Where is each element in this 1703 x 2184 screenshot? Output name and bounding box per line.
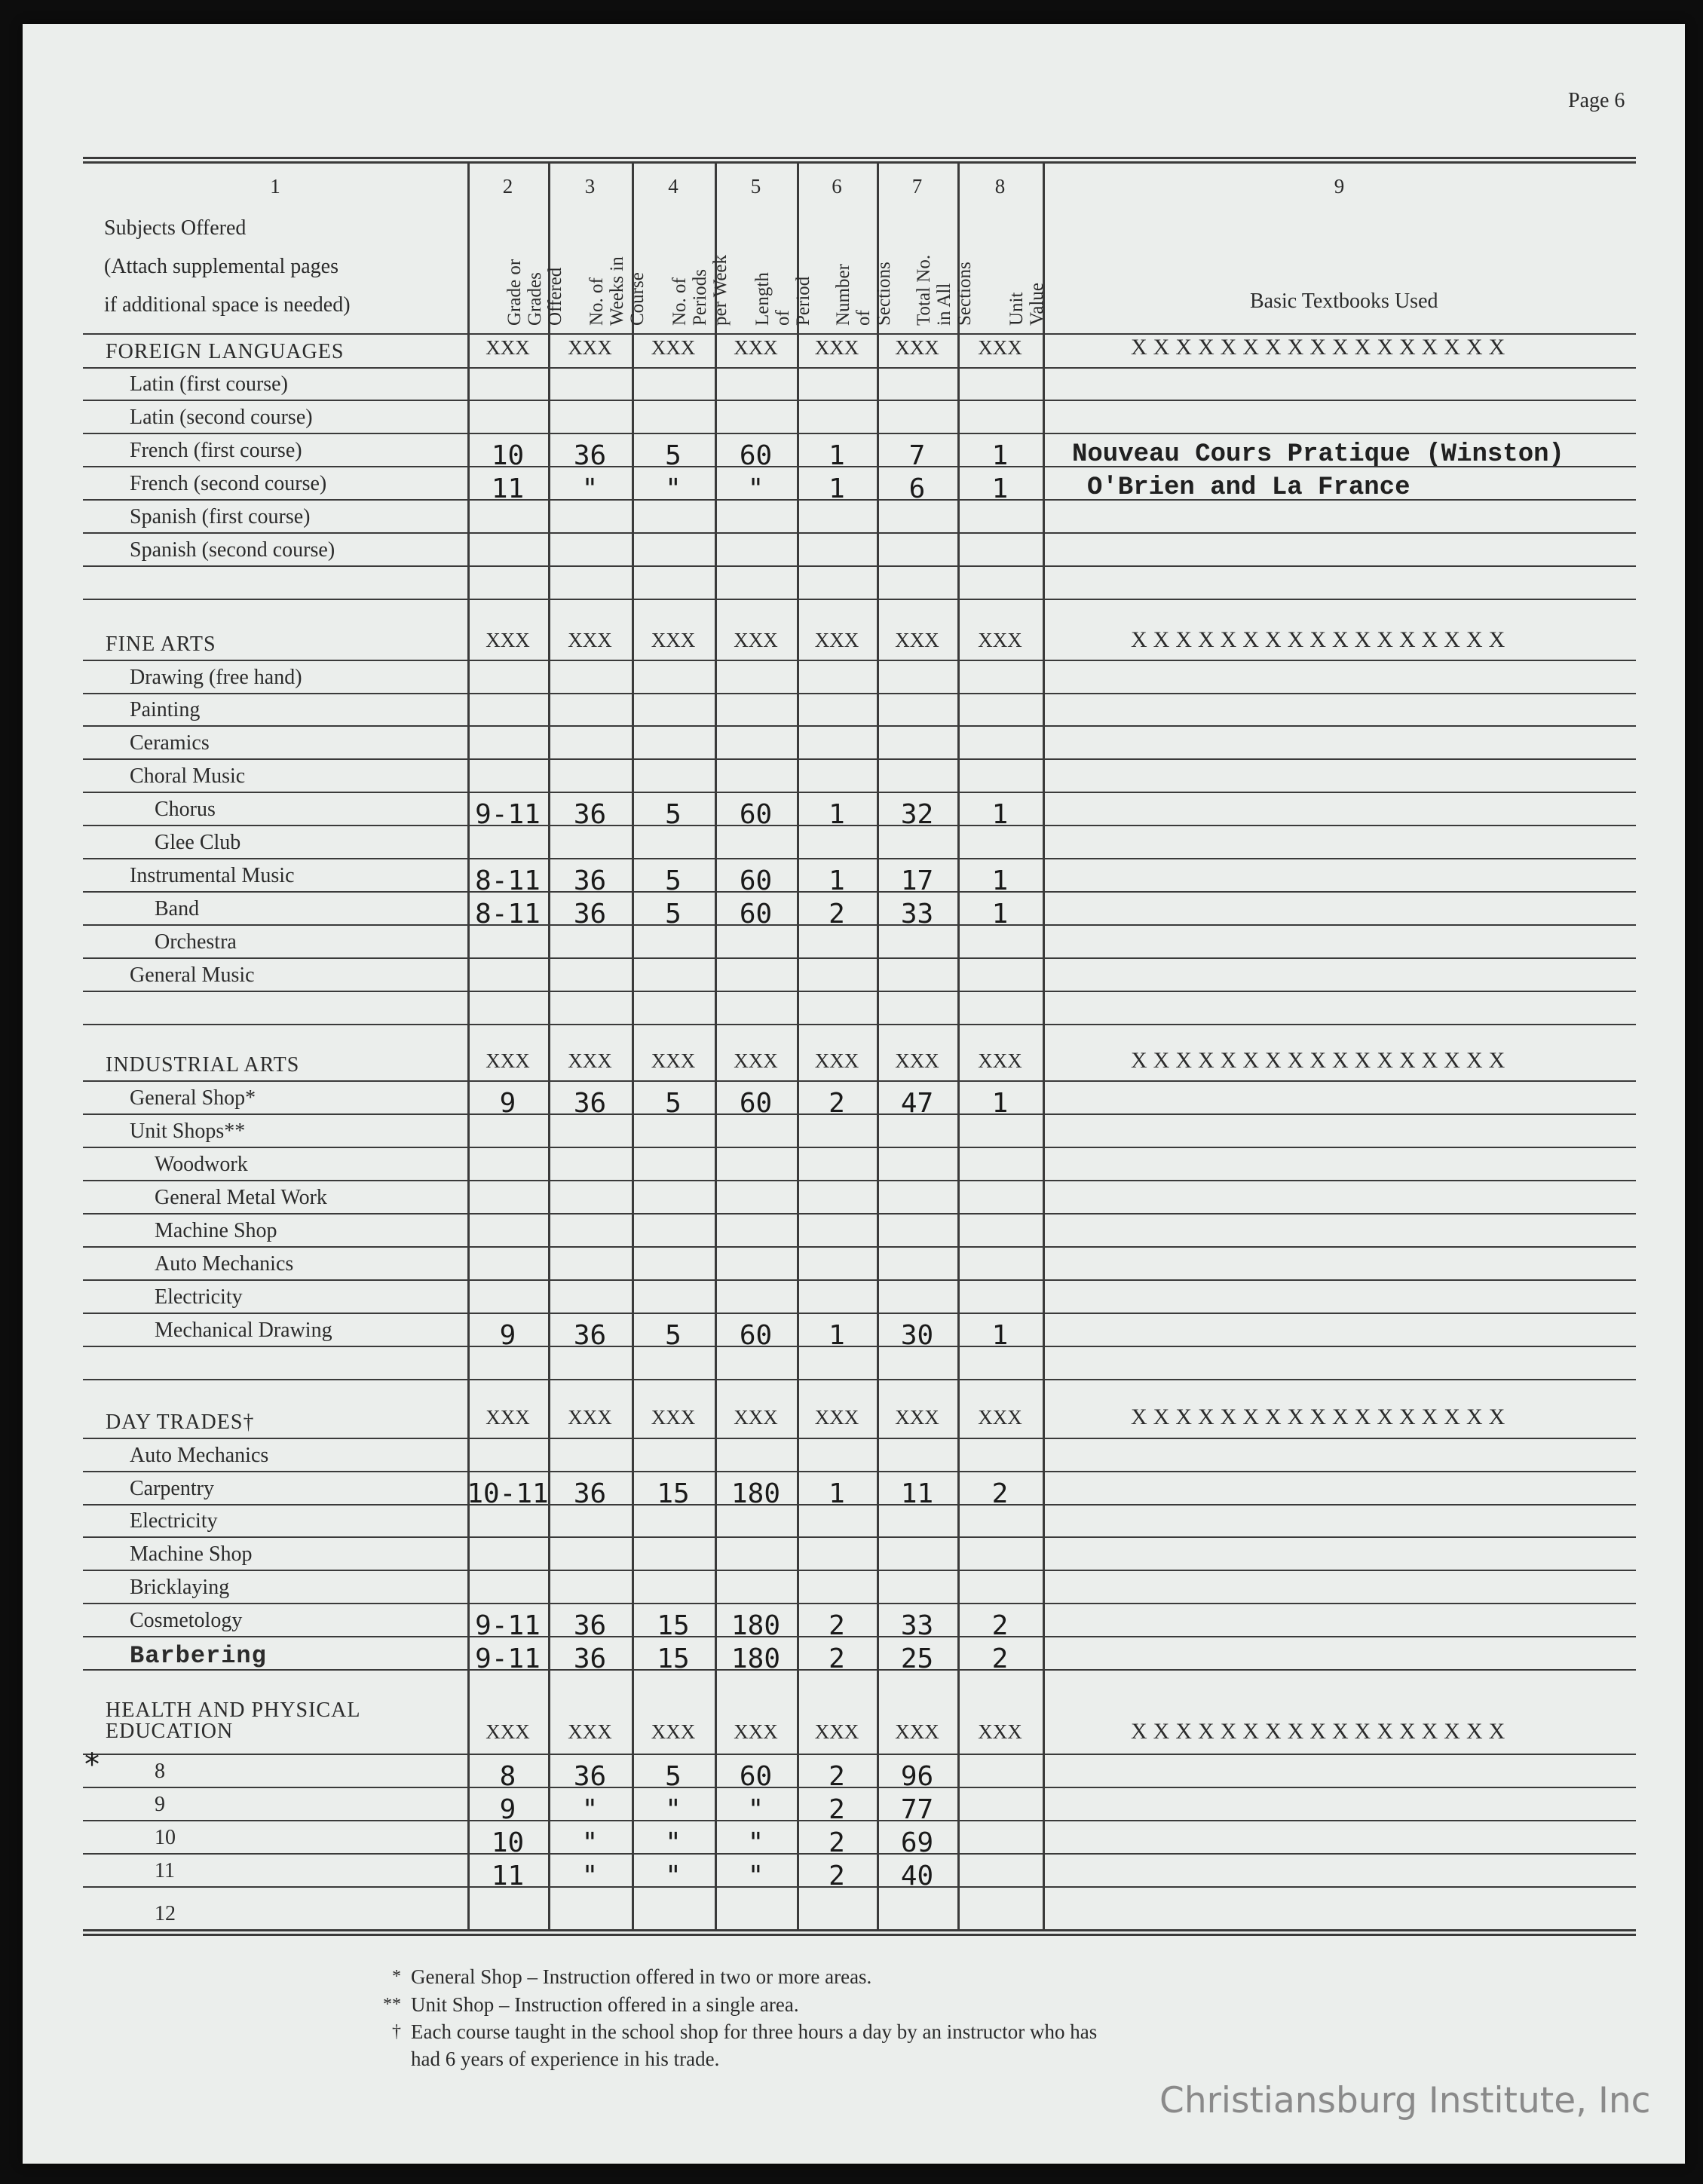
cell-value: 1 [829, 865, 845, 896]
cell-value: 180 [731, 1610, 781, 1641]
subject-label: 8 [155, 1760, 165, 1783]
cell-value: 2 [829, 1643, 845, 1674]
column-rule [632, 161, 634, 1929]
column-rule [467, 161, 470, 1929]
column-header: No. of Periods per Week [669, 254, 731, 326]
cell-value: 33 [900, 899, 934, 930]
xxx-marker: XXX [485, 336, 530, 359]
row-rule [83, 1313, 1636, 1314]
subject-label: General Shop* [130, 1086, 256, 1110]
cell-value: 36 [573, 1478, 607, 1509]
subject-label: INDUSTRIAL ARTS [106, 1053, 300, 1077]
footnote-mark: ** [383, 1995, 401, 2014]
subject-label: Mechanical Drawing [155, 1319, 332, 1342]
row-rule [83, 693, 1636, 694]
subject-label: Spanish (second course) [130, 538, 335, 562]
cell-value: 60 [739, 1088, 773, 1119]
column-header: Number of Sections [832, 262, 894, 326]
row-rule [83, 1820, 1636, 1821]
xxx-marker: XXX [568, 336, 612, 359]
xxx-marker: XXX [734, 1720, 778, 1743]
cell-value: 10-11 [467, 1478, 549, 1509]
cell-value: 36 [573, 865, 607, 896]
cell-value: 10 [491, 440, 525, 471]
column-rule [548, 161, 550, 1929]
xxx-marker: XXX [485, 1049, 530, 1072]
cell-value: 60 [739, 1320, 773, 1351]
cell-value: " [665, 473, 682, 504]
footnote-text: Unit Shop – Instruction offered in a single area. [411, 1993, 799, 2016]
subject-label: 9 [155, 1793, 165, 1816]
subject-label: Glee Club [155, 831, 241, 854]
textbooks-header: Basic Textbooks Used [1250, 289, 1438, 313]
cell-value: 96 [900, 1761, 934, 1792]
cell-value: 36 [573, 1320, 607, 1351]
cell-value: 2 [829, 1088, 845, 1119]
row-rule [83, 660, 1636, 661]
footnote-text: Each course taught in the school shop for three hours a day by an instructor who has [411, 2020, 1098, 2043]
subject-label: Orchestra [155, 930, 237, 954]
subject-label: French (first course) [130, 439, 302, 462]
cell-value: 33 [900, 1610, 934, 1641]
textbook-entry: Nouveau Cours Pratique (Winston) [1072, 440, 1564, 469]
cell-value: 9-11 [475, 799, 541, 830]
row-rule [83, 1180, 1636, 1181]
row-rule [83, 433, 1636, 434]
row-rule [83, 1147, 1636, 1148]
xxx-marker: XXX [485, 1406, 530, 1429]
subject-label: Woodwork [155, 1153, 248, 1176]
cell-value: 1 [991, 1320, 1009, 1351]
subject-label: 12 [155, 1902, 176, 1925]
xxx-marker: XXX [651, 1049, 696, 1072]
xxx-marker: XXX [568, 1049, 612, 1072]
cell-value: " [747, 1861, 764, 1891]
column-rule [715, 161, 717, 1929]
xxx-marker: XXX [485, 1720, 530, 1743]
subject-label: General Metal Work [155, 1186, 327, 1209]
xxx-marker: XXX [978, 1049, 1022, 1072]
subject-label: Auto Mechanics [155, 1252, 294, 1276]
textbook-entry: O'Brien and La France [1087, 473, 1410, 502]
row-rule [83, 825, 1636, 826]
subject-label: French (second course) [130, 472, 327, 495]
subject-label: 11 [155, 1859, 175, 1882]
subject-label: Chorus [155, 798, 216, 821]
textbook-xxx-marker: XXXXXXXXXXXXXXXXX [1131, 1719, 1512, 1744]
subject-label: DAY TRADES† [106, 1411, 255, 1434]
cell-value: 1 [829, 1478, 845, 1509]
cell-value: 15 [657, 1643, 690, 1674]
xxx-marker: XXX [734, 336, 778, 359]
cell-value: 15 [657, 1610, 690, 1641]
row-rule [83, 858, 1636, 859]
subject-label: Choral Music [130, 764, 246, 788]
subject-label: Carpentry [130, 1477, 214, 1500]
xxx-marker: XXX [651, 629, 696, 651]
xxx-marker: XXX [814, 1406, 859, 1429]
xxx-marker: XXX [895, 336, 939, 359]
xxx-marker: XXX [734, 1406, 778, 1429]
cell-value: " [581, 1861, 599, 1891]
cell-value: 2 [991, 1478, 1009, 1509]
row-rule [83, 1570, 1636, 1571]
row-rule [83, 758, 1636, 760]
subject-label: Unit Shops** [130, 1120, 246, 1143]
xxx-marker: XXX [734, 1049, 778, 1072]
cell-value: 1 [829, 799, 845, 830]
subject-label: HEALTH AND PHYSICAL EDUCATION [106, 1698, 361, 1743]
cell-value: 60 [739, 799, 773, 830]
row-rule [83, 1438, 1636, 1439]
watermark: Christiansburg Institute, Inc [1159, 2080, 1651, 2121]
subject-label: Latin (first course) [130, 372, 288, 396]
cell-value: 2 [829, 1827, 845, 1858]
cell-value: " [665, 1861, 682, 1891]
row-rule [83, 1754, 1636, 1755]
column-number: 8 [994, 175, 1006, 198]
xxx-marker: XXX [651, 336, 696, 359]
row-rule [83, 1504, 1636, 1506]
cell-value: 9-11 [475, 1643, 541, 1674]
row-rule [83, 367, 1636, 369]
cell-value: 5 [665, 1088, 682, 1119]
column-number: 2 [502, 175, 513, 198]
column-header: No. of Weeks in Course [586, 256, 647, 326]
column-number: 1 [270, 175, 280, 198]
xxx-marker: XXX [814, 629, 859, 651]
cell-value: 8-11 [475, 899, 541, 930]
cell-value: 1 [991, 899, 1009, 930]
xxx-marker: XXX [895, 1720, 939, 1743]
cell-value: 2 [829, 899, 845, 930]
subject-label: Instrumental Music [130, 864, 295, 887]
xxx-marker: XXX [568, 1720, 612, 1743]
xxx-marker: XXX [814, 1049, 859, 1072]
subject-label: Barbering [130, 1642, 267, 1670]
cell-value: 2 [991, 1610, 1009, 1641]
cell-value: 47 [900, 1088, 934, 1119]
row-rule [83, 599, 1636, 600]
cell-value: " [665, 1794, 682, 1825]
column-header: Total No. in All Sections [913, 254, 974, 326]
subject-label: Latin (second course) [130, 406, 313, 429]
cell-value: 10 [491, 1827, 525, 1858]
xxx-marker: XXX [978, 336, 1022, 359]
footnote-text: had 6 years of experience in his trade. [411, 2048, 720, 2070]
row-rule [83, 1536, 1636, 1538]
row-rule [83, 1929, 1636, 1931]
column-header: Grade or Grades Offered [504, 259, 565, 326]
cell-value: 9 [499, 1794, 516, 1825]
subject-label: Band [155, 897, 200, 920]
table-double-rule [83, 157, 1636, 159]
cell-value: 8 [499, 1761, 516, 1792]
cell-value: 60 [739, 899, 773, 930]
subject-label: Machine Shop [155, 1219, 277, 1242]
cell-value: 5 [665, 899, 682, 930]
cell-value: 36 [573, 899, 607, 930]
footnote-mark: † [392, 2022, 401, 2042]
subjects-header: Subjects Offered (Attach supplemental pages if additional space is needed) [104, 216, 351, 317]
xxx-marker: XXX [651, 1406, 696, 1429]
row-rule [83, 1603, 1636, 1604]
cell-value: 2 [829, 1610, 845, 1641]
cell-value: 1 [991, 799, 1009, 830]
cell-value: 1 [829, 1320, 845, 1351]
row-rule [83, 792, 1636, 793]
textbook-xxx-marker: XXXXXXXXXXXXXXXXX [1131, 335, 1512, 360]
cell-value: 36 [573, 799, 607, 830]
row-rule [83, 1213, 1636, 1215]
cell-value: " [747, 1827, 764, 1858]
xxx-marker: XXX [978, 1720, 1022, 1743]
row-rule [83, 400, 1636, 401]
column-number: 6 [832, 175, 842, 198]
column-rule [877, 161, 879, 1929]
cell-value: 5 [665, 865, 682, 896]
cell-value: 1 [991, 1088, 1009, 1119]
row-rule [83, 1024, 1636, 1025]
cell-value: 8-11 [475, 865, 541, 896]
subject-label: Electricity [155, 1285, 243, 1309]
xxx-marker: XXX [895, 1049, 939, 1072]
cell-value: 2 [829, 1761, 845, 1792]
subject-label: Drawing (free hand) [130, 666, 302, 689]
cell-value: 11 [491, 1861, 525, 1891]
column-rule [1043, 161, 1045, 1929]
row-rule [83, 924, 1636, 926]
row-rule [83, 1379, 1636, 1380]
row-rule [83, 1886, 1636, 1888]
table-double-rule [83, 161, 1636, 164]
cell-value: 1 [991, 865, 1009, 896]
cell-value: " [581, 473, 599, 504]
subject-label: Auto Mechanics [130, 1444, 269, 1467]
column-rule [797, 161, 799, 1929]
page-number: Page 6 [1568, 89, 1625, 112]
textbook-xxx-marker: XXXXXXXXXXXXXXXXX [1131, 1048, 1512, 1073]
xxx-marker: XXX [895, 1406, 939, 1429]
row-rule [83, 991, 1636, 992]
cell-value: 5 [665, 1761, 682, 1792]
subject-label: FOREIGN LANGUAGES [106, 340, 345, 363]
cell-value: 17 [900, 865, 934, 896]
row-rule [83, 1113, 1636, 1115]
subject-label: 10 [155, 1826, 176, 1849]
cell-value: 15 [657, 1478, 690, 1509]
cell-value: 9 [499, 1320, 516, 1351]
cell-value: 30 [900, 1320, 934, 1351]
cell-value: 36 [573, 440, 607, 471]
cell-value: 36 [573, 1643, 607, 1674]
row-rule [83, 1246, 1636, 1248]
cell-value: 9 [499, 1088, 516, 1119]
row-rule [83, 1279, 1636, 1281]
cell-value: 7 [908, 440, 926, 471]
cell-value: 60 [739, 440, 773, 471]
row-rule [83, 1346, 1636, 1347]
column-number: 3 [584, 175, 596, 198]
handwritten-asterisk: * [83, 1748, 102, 1782]
row-rule [83, 1636, 1636, 1637]
cell-value: 77 [900, 1794, 934, 1825]
subject-label: Bricklaying [130, 1576, 230, 1599]
cell-value: 6 [908, 473, 926, 504]
cell-value: " [581, 1827, 599, 1858]
row-rule [83, 1080, 1636, 1082]
cell-value: 60 [739, 1761, 773, 1792]
xxx-marker: XXX [978, 629, 1022, 651]
xxx-marker: XXX [814, 336, 859, 359]
cell-value: 2 [991, 1643, 1009, 1674]
column-number: 9 [1334, 175, 1345, 198]
row-rule [83, 1787, 1636, 1788]
xxx-marker: XXX [814, 1720, 859, 1743]
cell-value: 1 [829, 440, 845, 471]
subject-label: Spanish (first course) [130, 505, 311, 528]
cell-value: 1 [991, 473, 1009, 504]
row-rule [83, 532, 1636, 534]
subject-label: Painting [130, 698, 201, 721]
cell-value: " [747, 1794, 764, 1825]
cell-value: 36 [573, 1610, 607, 1641]
column-number: 4 [668, 175, 678, 198]
column-header: Unit Value [1006, 283, 1047, 326]
column-header: Length of Period [752, 272, 813, 326]
cell-value: 2 [829, 1861, 845, 1891]
row-rule [83, 1471, 1636, 1472]
row-rule [83, 1669, 1636, 1671]
textbook-xxx-marker: XXXXXXXXXXXXXXXXX [1131, 627, 1512, 652]
subject-label: Ceramics [130, 731, 210, 755]
cell-value: " [581, 1794, 599, 1825]
cell-value: " [747, 473, 764, 504]
xxx-marker: XXX [651, 1720, 696, 1743]
column-number: 7 [911, 175, 923, 198]
cell-value: 2 [829, 1794, 845, 1825]
footnote-mark: * [392, 1967, 401, 1986]
xxx-marker: XXX [734, 629, 778, 651]
xxx-marker: XXX [895, 629, 939, 651]
cell-value: " [665, 1827, 682, 1858]
cell-value: 11 [491, 473, 525, 504]
cell-value: 5 [665, 799, 682, 830]
cell-value: 32 [900, 799, 934, 830]
row-rule [83, 957, 1636, 959]
row-rule [83, 1853, 1636, 1855]
cell-value: 40 [900, 1861, 934, 1891]
cell-value: 180 [731, 1478, 781, 1509]
row-rule [83, 891, 1636, 893]
xxx-marker: XXX [485, 629, 530, 651]
textbook-xxx-marker: XXXXXXXXXXXXXXXXX [1131, 1404, 1512, 1429]
cell-value: 11 [900, 1478, 934, 1509]
xxx-marker: XXX [978, 1406, 1022, 1429]
cell-value: 9-11 [475, 1610, 541, 1641]
cell-value: 180 [731, 1643, 781, 1674]
subject-label: Machine Shop [130, 1542, 253, 1566]
footnote-text: General Shop – Instruction offered in two or more areas. [411, 1965, 872, 1988]
cell-value: 36 [573, 1761, 607, 1792]
row-rule [83, 725, 1636, 727]
subject-label: Cosmetology [130, 1609, 243, 1632]
cell-value: 69 [900, 1827, 934, 1858]
cell-value: 25 [900, 1643, 934, 1674]
xxx-marker: XXX [568, 629, 612, 651]
cell-value: 5 [665, 1320, 682, 1351]
xxx-marker: XXX [568, 1406, 612, 1429]
cell-value: 36 [573, 1088, 607, 1119]
subject-label: Electricity [130, 1509, 218, 1533]
subject-label: FINE ARTS [106, 633, 216, 656]
cell-value: 60 [739, 865, 773, 896]
cell-value: 1 [829, 473, 845, 504]
cell-value: 1 [991, 440, 1009, 471]
column-number: 5 [750, 175, 761, 198]
table-double-rule [83, 1934, 1636, 1936]
cell-value: 5 [665, 440, 682, 471]
subject-label: General Music [130, 963, 255, 987]
row-rule [83, 565, 1636, 567]
document-page [23, 24, 1685, 2164]
column-rule [957, 161, 960, 1929]
